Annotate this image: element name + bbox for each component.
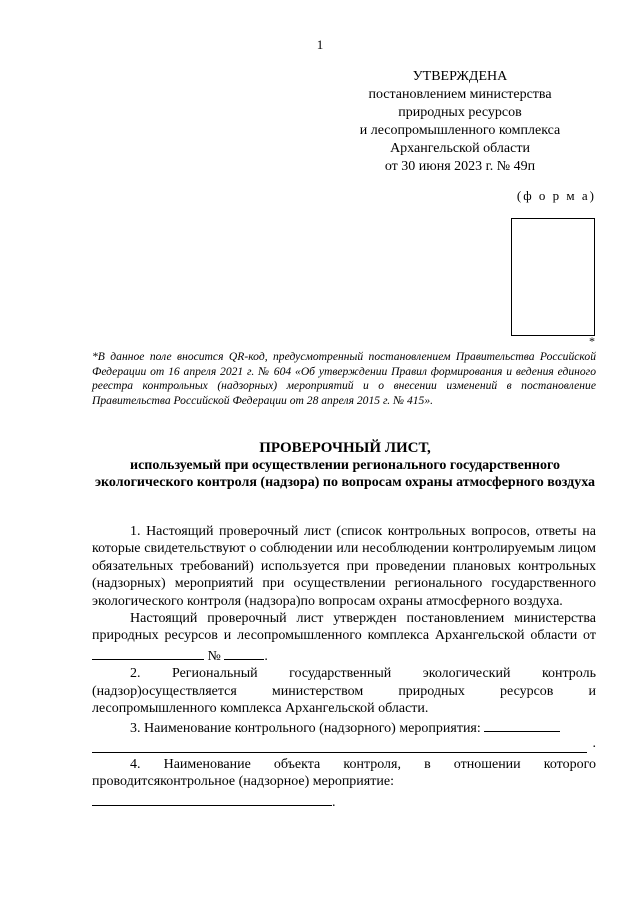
paragraph-1: 1. Настоящий проверочный лист (список контрольных вопросов, ответы на которые свидетельствуют о соблюдении или несоблюдении контролируемым лицом обязательных требований) используется при проведении плановых контрольных (надзорных) мероприятий при осуществлении регионального государственного экологического контроля (надзора)по вопросам охраны атмосферного воздуха. [92,524,596,609]
form-label: (ф о р м а) [516,188,596,203]
approval-line: и лесопромышленного комплекса [359,123,561,138]
qr-code-placeholder [511,218,595,336]
control-object-blank[interactable] [92,791,332,806]
event-name-line-wrap [92,738,596,753]
approval-line: природных ресурсов [398,105,522,120]
control-object-line-wrap [92,791,596,811]
paragraph-5-end: . [332,794,336,810]
paragraph-2 [92,610,596,665]
paragraph-2-end: . [264,648,268,664]
document-body [92,523,596,811]
qr-footnote: *В данное поле вносится QR-код, предусмотренный постановлением Правительства Российской Федерации от 16 апреля 2021 г. № 604 «Об утверждении Правил формирования и ведения единого реестра контрольных (надзорных) мероприятий и о внесении изменений в постановление Правительства Российской Федерации от 28 апреля 2015 г. № 415». [92,350,596,407]
paragraph-4-end: . [592,736,596,752]
paragraph-3: 2. Региональный государственный экологический контроль (надзор)осуществляется министерством природных ресурсов и лесопромышленного комплекса Архангельской области. [92,666,596,717]
number-blank[interactable] [224,645,264,660]
document-title [90,440,600,491]
title-main: ПРОВЕРОЧНЫЙ ЛИСТ, [259,440,431,456]
paragraph-5: 4. Наименование объекта контроля, в отношении которого проводитсяконтрольное (надзорное) мероприятие: [92,756,596,790]
approval-line: постановлением министерства [368,87,552,102]
event-name-blank[interactable] [484,717,560,732]
paragraph-4-text: 3. Наименование контрольного (надзорного) мероприятия: [130,721,481,737]
event-name-full-line[interactable] [92,738,587,753]
title-subtitle: используемый при осуществлении регионального государственного экологического контроля (надзора) по вопросам охраны атмосферного воздуха [94,458,596,490]
page-number: 1 [316,37,324,52]
approval-stamp [340,68,580,176]
approval-line: от 30 июня 2023 г. № 49п [384,159,536,174]
date-blank[interactable] [92,645,204,660]
number-sign: № [207,648,221,664]
approval-line: Архангельской области [390,141,530,156]
paragraph-4 [92,717,596,737]
approval-line: УТВЕРЖДЕНА [412,69,508,84]
paragraph-2-text: Настоящий проверочный лист утвержден постановлением министерства природных ресурсов и лесопромышленного комплекса Архангельской области от [92,611,596,644]
qr-footnote-mark: * [589,334,595,348]
